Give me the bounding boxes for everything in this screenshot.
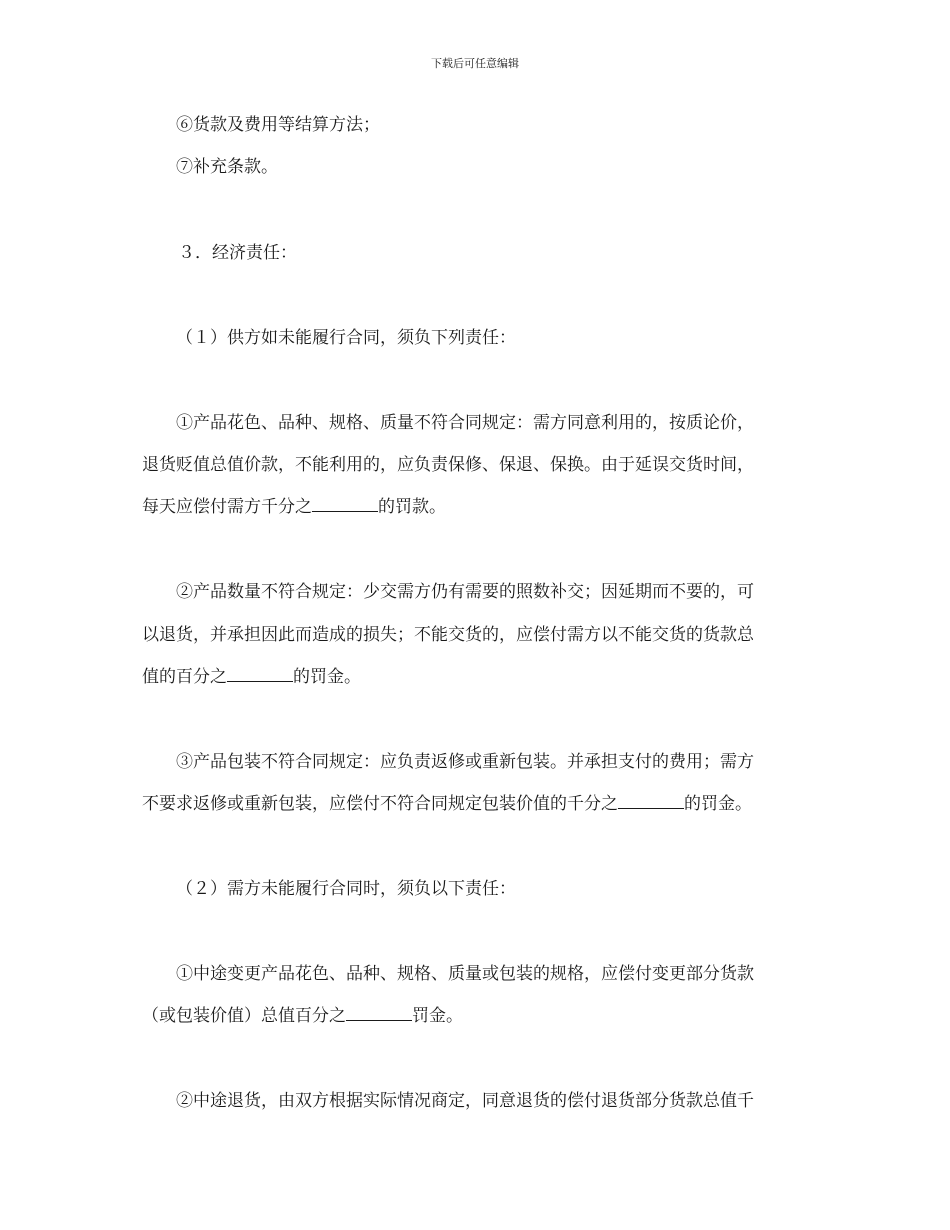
paragraph-4-text-before-blank: （或包装价值）总值百分之 [142,1006,346,1026]
paragraph-1-line-3 [142,496,446,518]
paragraph-3-line-2 [142,793,752,815]
paragraph-4-text-after-blank: 罚金。 [412,1006,463,1026]
subsection-2-heading: （２）需方未能履行合同时，须负以下责任： [176,879,516,899]
fill-in-blank [346,1006,412,1021]
paragraph-2-text-after-blank: 的罚金。 [293,667,361,687]
page-header: 下载后可任意编辑 [431,57,519,70]
fill-in-blank [312,497,378,512]
paragraph-4-line-1: ①中途变更产品花色、品种、规格、质量或包装的规格，应偿付变更部分货款 [176,964,754,984]
fill-in-blank [618,794,684,809]
paragraph-1-text-after-blank: 的罚款。 [378,497,446,517]
paragraph-3-text-after-blank: 的罚金。 [684,794,752,814]
paragraph-2-line-3 [142,666,361,688]
paragraph-1-line-2: 退货贬值总值价款，不能利用的，应负责保修、保退、保换。由于延误交货时间， [142,455,754,475]
paragraph-2-line-2: 以退货，并承担因此而造成的损失；不能交货的，应偿付需方以不能交货的货款总 [142,625,754,645]
item-6-line: ⑥货款及费用等结算方法； [176,115,380,135]
paragraph-1-line-1: ①产品花色、品种、规格、质量不符合同规定：需方同意利用的，按质论价， [176,413,754,433]
fill-in-blank [227,667,293,682]
paragraph-4-line-2 [142,1005,463,1027]
paragraph-3-text-before-blank: 不要求返修或重新包装，应偿付不符合同规定包装价值的千分之 [142,794,618,814]
paragraph-3-line-1: ③产品包装不符合同规定：应负责返修或重新包装。并承担支付的费用；需方 [176,752,754,772]
paragraph-1-text-before-blank: 每天应偿付需方千分之 [142,497,312,517]
paragraph-2-line-1: ②产品数量不符合规定：少交需方仍有需要的照数补交；因延期而不要的，可 [176,582,754,602]
section-3-heading: ３．经济责任： [178,243,297,263]
subsection-1-heading: （１）供方如未能履行合同，须负下列责任： [176,328,516,348]
item-7-line: ⑦补充条款。 [176,157,278,177]
paragraph-2-text-before-blank: 值的百分之 [142,667,227,687]
paragraph-5-line-1: ②中途退货，由双方根据实际情况商定，同意退货的偿付退货部分货款总值千 [176,1091,754,1111]
